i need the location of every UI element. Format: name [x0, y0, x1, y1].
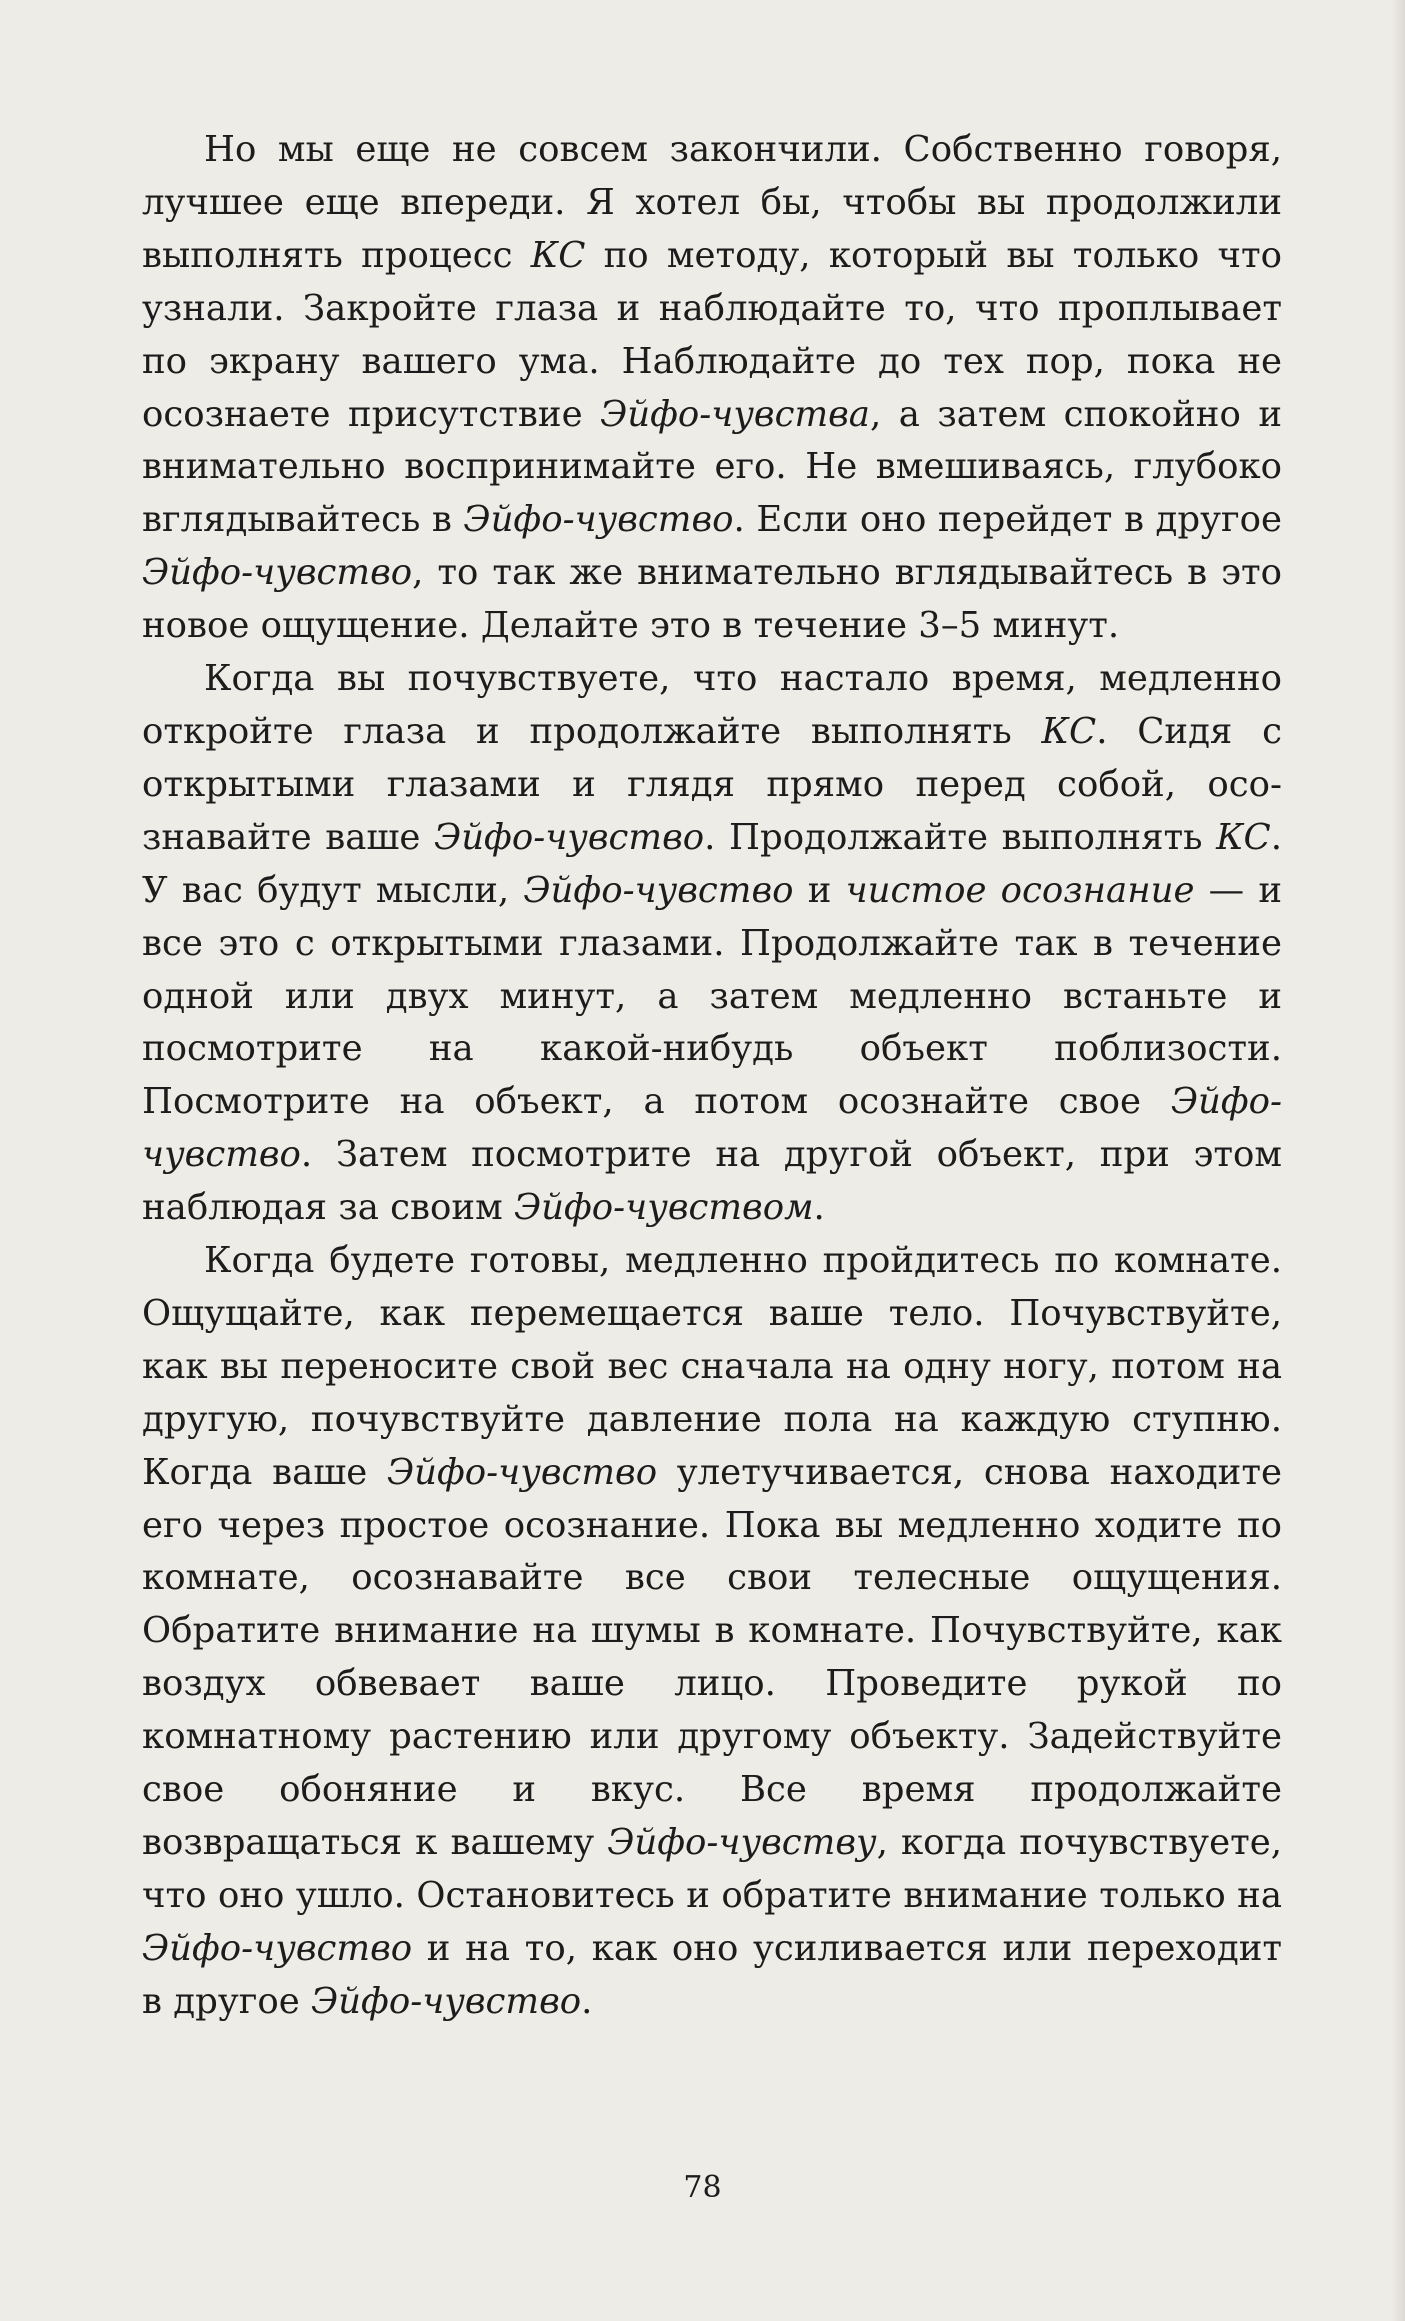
italic-term: Эйфо-чувство — [463, 499, 734, 541]
paragraph-2 — [142, 653, 1282, 1235]
italic-term: Эйфо-чувство — [434, 816, 705, 858]
italic-term: Эйфо-чувством — [513, 1187, 814, 1229]
italic-term: Эйфо-чувство — [523, 869, 794, 911]
text-run: . Продолжайте выполнять — [704, 816, 1217, 858]
italic-term: Эйфо-чувство — [142, 552, 413, 594]
italic-term: Эйфо-чувство — [386, 1451, 658, 1493]
text-run: . Затем посмотрите на другой объект, при этом наблюдая за своим — [142, 1134, 1282, 1229]
text-run: . У вас будут мысли, — [142, 816, 1282, 911]
text-run: Когда вы почувствуете, что настало время, медленно откройте глаза и продолжайте выполнять — [142, 658, 1282, 752]
text-run: . — [813, 1187, 825, 1229]
paragraph-1 — [142, 124, 1282, 653]
text-run: и на то, как оно усиливается или переходит в другое — [142, 1927, 1282, 2022]
italic-term: КС — [1216, 816, 1271, 858]
text-run: , а затем спокойно и внимательно воспринимайте его. Не вмешиваясь, глубоко вглядывайтесь в — [142, 393, 1282, 541]
italic-term: Эйфо-чувства — [600, 393, 870, 435]
text-run: по методу, который вы только что узнали. Закройте глаза и наблюдайте то, что проплывает по экрану вашего ума. Наблюдайте до тех пор, пока не осознаете присутствие — [142, 234, 1283, 435]
text-run: . — [581, 1980, 593, 2022]
paragraph-3 — [142, 1235, 1282, 2029]
text-run: . Если оно перейдет в другое — [733, 499, 1282, 541]
text-run: , то так же внимательно вглядывайтесь в это новое ощущение. Делайте это в течение 3–5 минут. — [142, 552, 1282, 647]
italic-term: КС — [1041, 710, 1097, 752]
italic-term: Эйфо-чувство — [142, 1927, 413, 1969]
body-text — [142, 124, 1282, 2029]
text-run: Но мы еще не совсем закончили. Собственно говоря, лучшее еще впереди. Я хотел бы, чтобы вы продолжили выполнять процесс — [142, 129, 1282, 276]
italic-term: Эйфо-чувство — [311, 1980, 582, 2022]
page-edge-shadow — [1391, 0, 1405, 2321]
text-run: . Сидя с открытыми глазами и глядя прямо перед собой, осознавайте ваше — [142, 710, 1282, 858]
text-run: улетучивается, снова находите его через простое осознание. Пока вы медленно ходите по комнате, осознавайте все свои телесные ощущения. Обратите внимание на шумы в комнате. Почувствуйте, как воздух обвевает ваше лицо. Проведите рукой по комнатному растению или другому объекту. Задействуйте свое обоняние и вкус. Все время продолжайте возвращаться к вашему — [142, 1451, 1282, 1863]
text-run: и — [793, 869, 846, 911]
page-number: 78 — [683, 2170, 722, 2205]
italic-term: КС — [530, 234, 586, 276]
text-run: , когда почувствуете, что оно ушло. Остановитесь и обратите внимание только на — [142, 1822, 1283, 1916]
text-run: Когда будете готовы, медленно пройдитесь по комнате. Ощущайте, как перемещается ваше тело. Почувствуйте, как вы переносите свой вес сначала на одну ногу, потом на другую, почувствуйте давление пола на каждую ступню. Когда ваше — [142, 1240, 1282, 1493]
italic-term: Эйфо-чувство — [142, 1081, 1282, 1176]
italic-term: чистое осознание — [845, 869, 1195, 911]
italic-term: Эйфо-чувству — [607, 1822, 877, 1863]
text-run: — и все это с открытыми глазами. Продолжайте так в течение одной или двух минут, а затем медленно встаньте и посмотрите на какой-нибудь объект поблизости. Посмотрите на объект, а потом осознайте свое — [142, 869, 1283, 1123]
